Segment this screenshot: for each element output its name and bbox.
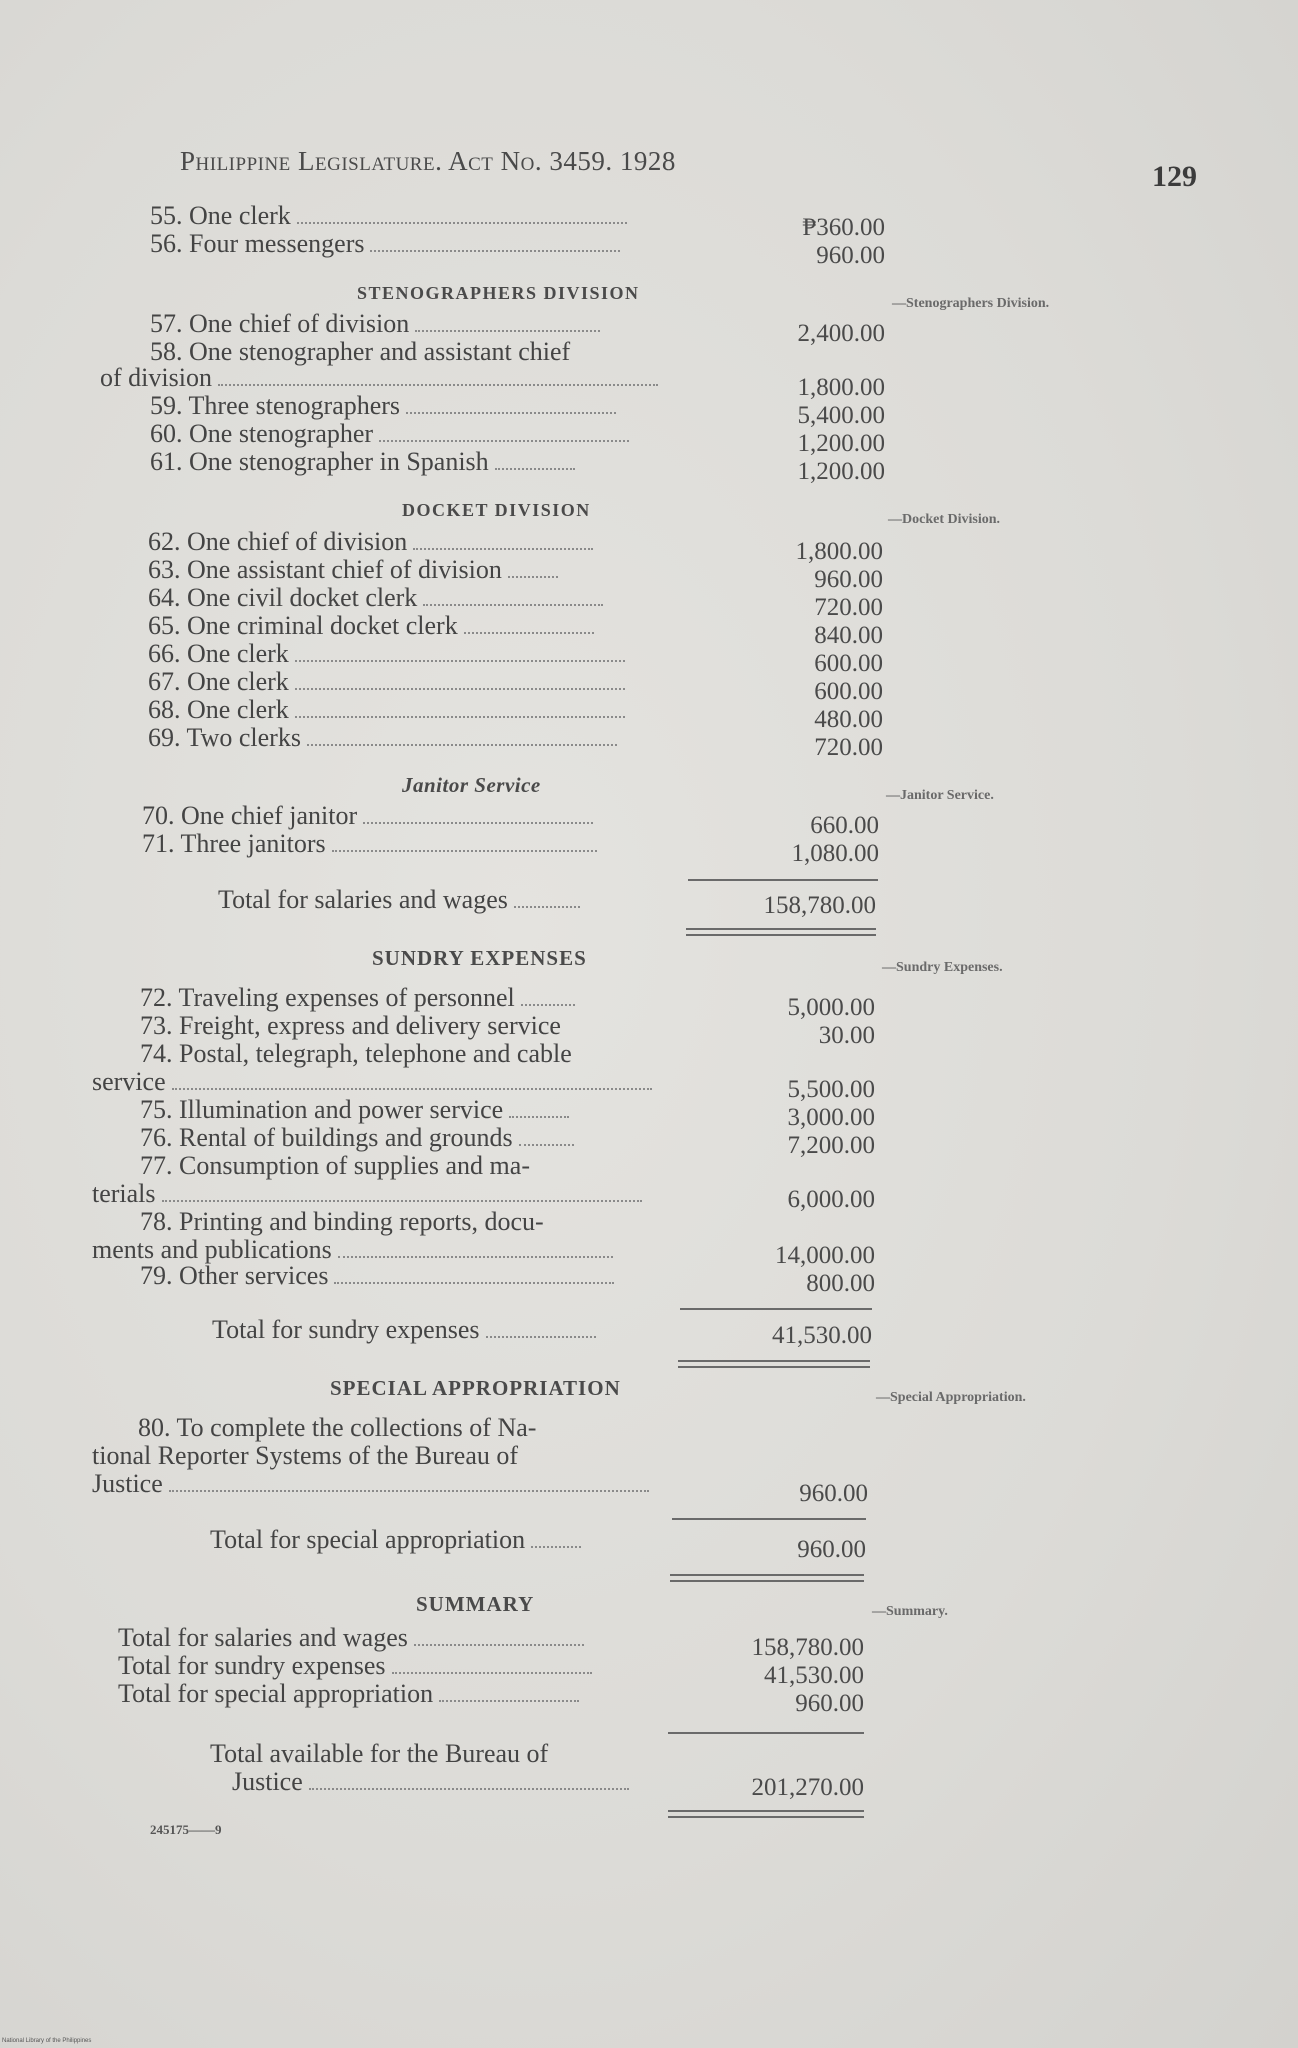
line-item-71: 71. Three janitors (142, 830, 597, 858)
total-double-rule (678, 1360, 870, 1368)
line-item-78: 78. Printing and binding reports, docu- (140, 1207, 544, 1236)
line-item-59: 59. Three stenographers (150, 392, 616, 420)
section-heading-summary: SUMMARY (416, 1592, 535, 1616)
amount-78: 14,000.00 (775, 1242, 875, 1269)
line-item-74: 74. Postal, telegraph, telephone and cable (140, 1039, 572, 1068)
section-heading-sundry: SUNDRY EXPENSES (372, 946, 587, 970)
amount-76: 7,200.00 (787, 1132, 875, 1159)
line-item-72: 72. Traveling expenses of personnel (140, 984, 575, 1012)
amount-65: 840.00 (814, 622, 883, 649)
line-item-67: 67. One clerk (148, 668, 625, 696)
page-number: 129 (1152, 160, 1197, 193)
line-item-70: 70. One chief janitor (142, 802, 593, 830)
total-sundry-expenses: Total for sundry expenses (212, 1316, 596, 1344)
running-head: Philippine Legislature. Act No. 3459. 1928 (180, 146, 676, 176)
line-item-80-cont2: Justice (92, 1470, 649, 1498)
line-item-55: 55. One clerk (150, 202, 627, 230)
summary-special-appropriation: Total for special appropriation (118, 1680, 579, 1708)
amount-80: 960.00 (799, 1480, 868, 1507)
total-double-rule (670, 1574, 864, 1582)
amount-60: 1,200.00 (797, 430, 885, 457)
amount-73: 30.00 (818, 1022, 875, 1049)
library-imprint: National Library of the Philippines (2, 2038, 92, 2044)
section-heading-stenographers: STENOGRAPHERS DIVISION (357, 283, 640, 303)
line-item-65: 65. One criminal docket clerk (148, 612, 594, 640)
line-item-66: 66. One clerk (148, 640, 625, 668)
amount-75: 3,000.00 (787, 1104, 875, 1131)
amount-61: 1,200.00 (797, 458, 885, 485)
total-salaries-wages: Total for salaries and wages (218, 886, 580, 914)
amount-72: 5,000.00 (787, 994, 875, 1021)
grand-total-label: Total available for the Bureau of (210, 1739, 549, 1768)
line-item-58-cont: of division (100, 364, 658, 392)
amount-55: ₱360.00 (802, 214, 885, 241)
total-double-rule (686, 928, 876, 936)
margin-note-special: —Special Appropriation. (876, 1390, 1026, 1405)
line-item-73: 73. Freight, express and delivery service (140, 1011, 561, 1040)
amount-grand-total: 201,270.00 (751, 1774, 864, 1801)
summary-salaries-wages: Total for salaries and wages (118, 1624, 584, 1652)
margin-note-janitor: —Janitor Service. (886, 788, 994, 803)
line-item-69: 69. Two clerks (148, 724, 617, 752)
section-heading-janitor: Janitor Service (402, 773, 541, 797)
subtotal-rule (668, 1732, 864, 1734)
line-item-58: 58. One stenographer and assistant chief (150, 337, 571, 366)
amount-total-salaries-wages: 158,780.00 (763, 892, 876, 919)
amount-59: 5,400.00 (797, 402, 885, 429)
amount-64: 720.00 (814, 594, 883, 621)
summary-sundry-expenses: Total for sundry expenses (118, 1652, 592, 1680)
line-item-79: 79. Other services (140, 1262, 614, 1290)
amount-70: 660.00 (810, 812, 879, 839)
line-item-63: 63. One assistant chief of division (148, 556, 558, 584)
amount-summary-salaries-wages: 158,780.00 (751, 1634, 864, 1661)
section-heading-special: SPECIAL APPROPRIATION (330, 1376, 621, 1400)
line-item-64: 64. One civil docket clerk (148, 584, 603, 612)
margin-note-stenographers: —Stenographers Division. (892, 296, 1050, 311)
amount-71: 1,080.00 (791, 840, 879, 867)
line-item-77-cont: terials (92, 1180, 642, 1208)
printer-code: 245175——9 (150, 1822, 222, 1837)
subtotal-rule (688, 879, 878, 881)
amount-summary-special-appropriation: 960.00 (795, 1690, 864, 1717)
amount-74: 5,500.00 (787, 1076, 875, 1103)
line-item-78-cont: ments and publications (92, 1236, 613, 1264)
line-item-80-cont: tional Reporter Systems of the Bureau of (92, 1441, 519, 1470)
amount-63: 960.00 (814, 566, 883, 593)
subtotal-rule (680, 1308, 872, 1310)
amount-57: 2,400.00 (797, 320, 885, 347)
line-item-75: 75. Illumination and power service (140, 1096, 569, 1124)
amount-total-sundry-expenses: 41,530.00 (772, 1322, 872, 1349)
amount-79: 800.00 (806, 1270, 875, 1297)
line-item-62: 62. One chief of division (148, 528, 593, 556)
line-item-77: 77. Consumption of supplies and ma- (140, 1151, 530, 1180)
line-item-56: 56. Four messengers (150, 230, 620, 258)
amount-58: 1,800.00 (797, 374, 885, 401)
line-item-80: 80. To complete the collections of Na- (138, 1413, 537, 1442)
amount-68: 480.00 (814, 706, 883, 733)
amount-56: 960.00 (816, 242, 885, 269)
amount-62: 1,800.00 (795, 538, 883, 565)
grand-total-label-cont: Justice (232, 1768, 629, 1796)
line-item-60: 60. One stenographer (150, 420, 629, 448)
amount-77: 6,000.00 (787, 1186, 875, 1213)
line-item-76: 76. Rental of buildings and grounds (140, 1124, 574, 1152)
margin-note-sundry: —Sundry Expenses. (882, 960, 1003, 975)
amount-69: 720.00 (814, 734, 883, 761)
amount-total-special-appropriation: 960.00 (797, 1536, 866, 1563)
total-special-appropriation: Total for special appropriation (210, 1526, 581, 1554)
amount-66: 600.00 (814, 650, 883, 677)
section-heading-docket: DOCKET DIVISION (402, 500, 591, 520)
line-item-74-cont: service (92, 1068, 652, 1096)
amount-67: 600.00 (814, 678, 883, 705)
subtotal-rule (672, 1518, 866, 1520)
margin-note-docket: —Docket Division. (888, 512, 1000, 527)
total-double-rule (668, 1810, 864, 1818)
line-item-61: 61. One stenographer in Spanish (150, 448, 575, 476)
line-item-68: 68. One clerk (148, 696, 625, 724)
amount-summary-sundry-expenses: 41,530.00 (764, 1662, 864, 1689)
line-item-57: 57. One chief of division (150, 310, 600, 338)
margin-note-summary: —Summary. (872, 1604, 948, 1619)
